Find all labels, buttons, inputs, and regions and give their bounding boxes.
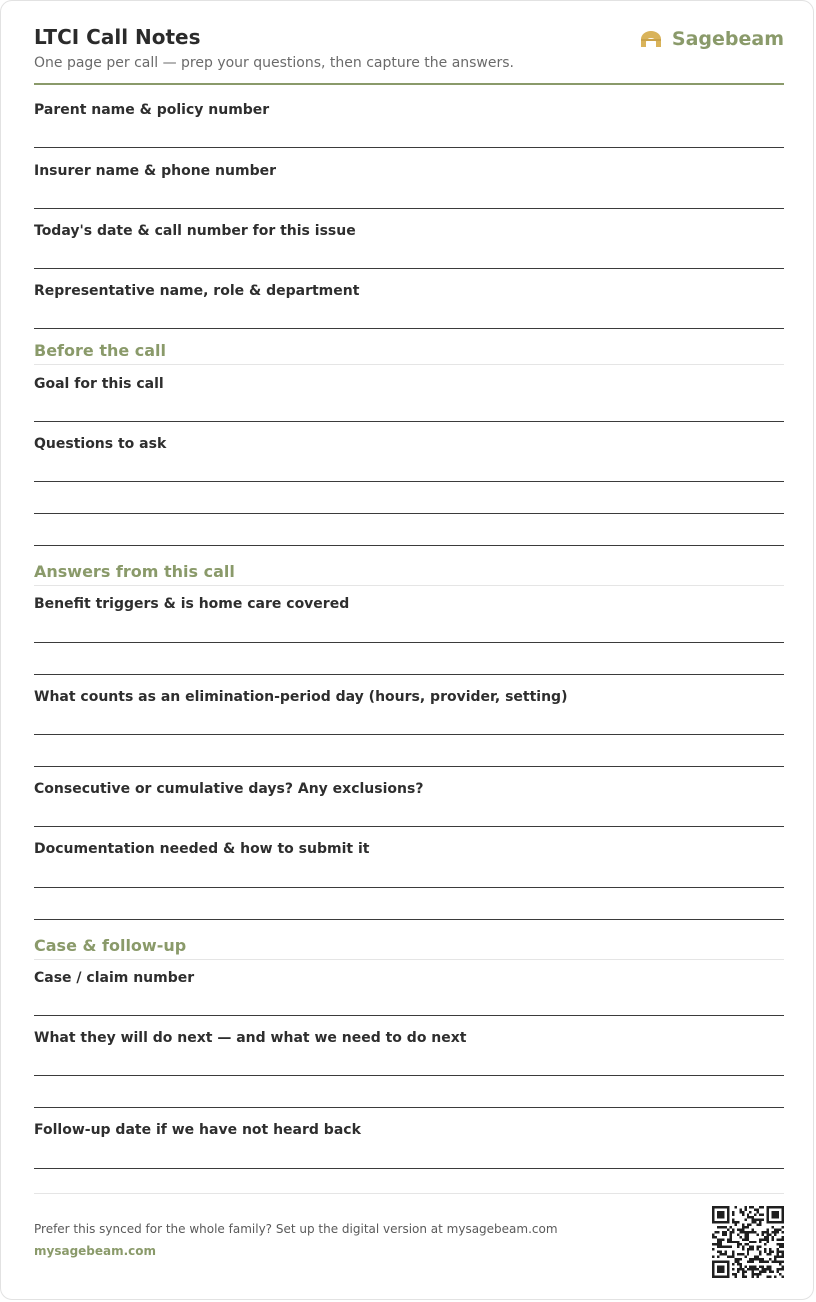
write-line[interactable] (34, 1015, 784, 1016)
section-case-followup (34, 935, 784, 960)
field-label-rep: Representative name, role & department (34, 283, 360, 299)
write-line[interactable] (34, 208, 784, 209)
section-title: Before the call (34, 341, 167, 360)
field-label-elimination: What counts as an elimination-period day (hours, provider, setting) (34, 689, 568, 705)
write-line[interactable] (34, 734, 784, 735)
write-line[interactable] (34, 513, 784, 514)
write-line[interactable] (34, 268, 784, 269)
write-line[interactable] (34, 545, 784, 546)
footer-text: Prefer this synced for the whole family? Set up the digital version at mysagebeam.com (34, 1222, 558, 1236)
field-label-triggers: Benefit triggers & is home care covered (34, 596, 350, 612)
field-label-date: Today's date & call number for this issue (34, 223, 356, 239)
qr-code-icon[interactable] (712, 1206, 784, 1278)
write-line[interactable] (34, 1168, 784, 1169)
write-line[interactable] (34, 674, 784, 675)
write-line[interactable] (34, 919, 784, 920)
section-before-the-call (34, 340, 784, 365)
brand-name: Sagebeam (671, 28, 784, 50)
arch-logo-icon (640, 30, 662, 48)
write-line[interactable] (34, 1107, 784, 1108)
field-label-documentation: Documentation needed & how to submit it (34, 841, 370, 857)
page-title: LTCI Call Notes (34, 25, 201, 49)
page-header (34, 23, 784, 85)
section-title: Case & follow-up (34, 936, 187, 955)
write-line[interactable] (34, 887, 784, 888)
write-line[interactable] (34, 328, 784, 329)
footer-link[interactable]: mysagebeam.com (34, 1244, 157, 1258)
write-line[interactable] (34, 826, 784, 827)
section-answers (34, 561, 784, 586)
field-label-questions: Questions to ask (34, 436, 167, 452)
section-title: Answers from this call (34, 562, 235, 581)
write-line[interactable] (34, 421, 784, 422)
write-line[interactable] (34, 147, 784, 148)
write-line[interactable] (34, 481, 784, 482)
field-label-followup: Follow-up date if we have not heard back (34, 1122, 361, 1138)
field-label-goal: Goal for this call (34, 376, 164, 392)
write-line[interactable] (34, 642, 784, 643)
field-label-next-steps: What they will do next — and what we need to do next (34, 1030, 467, 1046)
page-subtitle: One page per call — prep your questions, then capture the answers. (34, 55, 514, 71)
field-label-case: Case / claim number (34, 970, 195, 986)
field-label-parent: Parent name & policy number (34, 102, 270, 118)
field-label-insurer: Insurer name & phone number (34, 163, 276, 179)
field-label-consecutive: Consecutive or cumulative days? Any exclusions? (34, 781, 424, 797)
footer-divider (34, 1193, 784, 1194)
brand-logo (640, 25, 784, 53)
write-line[interactable] (34, 766, 784, 767)
write-line[interactable] (34, 1075, 784, 1076)
qr-code-modules (712, 1206, 784, 1278)
